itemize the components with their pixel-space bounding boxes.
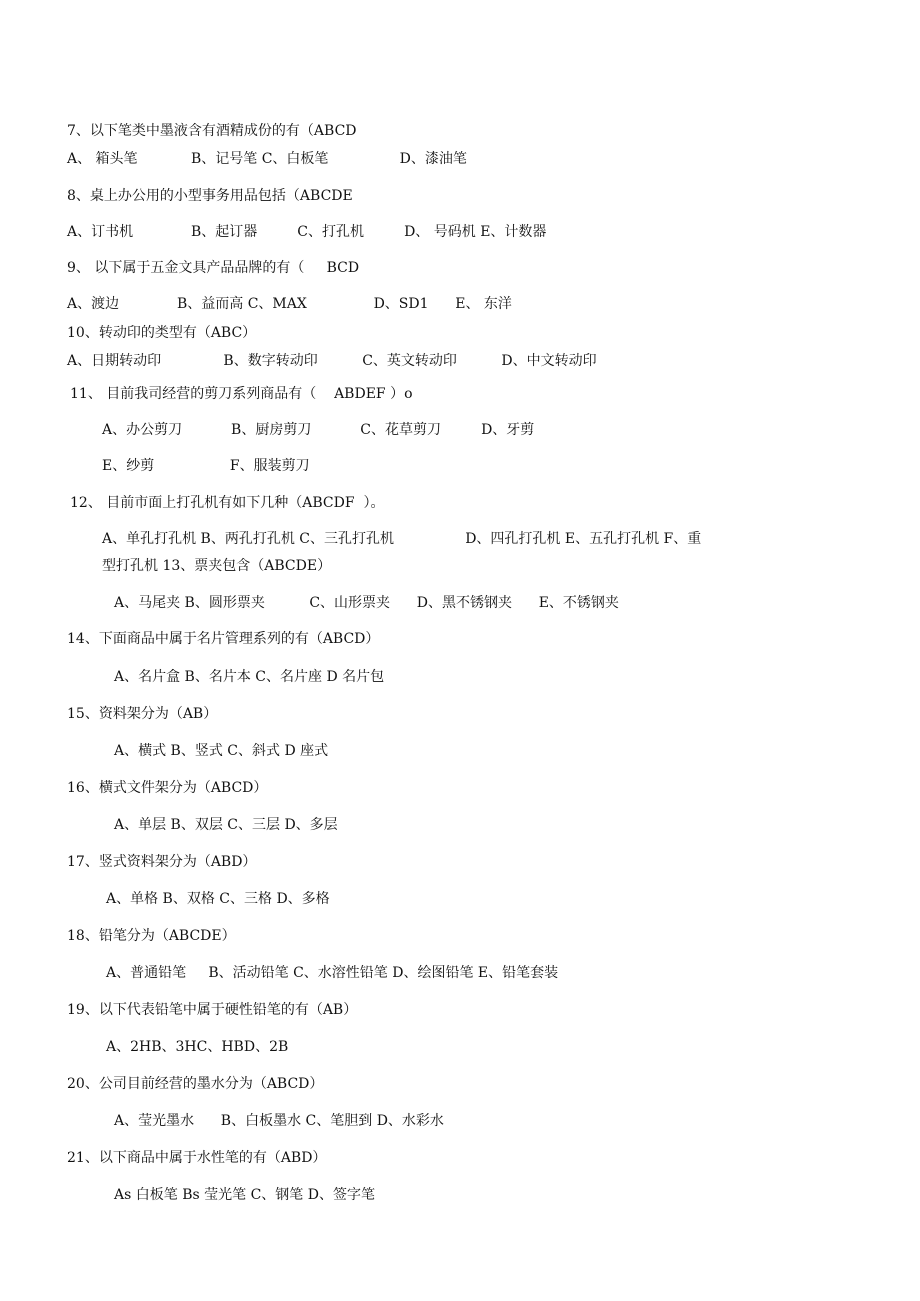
- question-21-options: As 白板笔 Bs 莹光笔 C、钢笔 D、签字笔: [114, 1187, 375, 1203]
- question-20: 20、公司目前经营的墨水分为（ABCD）: [67, 1076, 324, 1092]
- question-14-options: A、名片盒 B、名片本 C、名片座 D 名片包: [114, 669, 385, 685]
- question-7-options: A、 箱头笔 B、记号笔 C、白板笔 D、漆油笔: [67, 151, 467, 167]
- question-9: 9、 以下属于五金文具产品品牌的有（ BCD: [67, 260, 360, 276]
- question-10: 10、转动印的类型有（ABC）: [67, 325, 257, 341]
- question-20-options: A、莹光墨水 B、白板墨水 C、笔胆到 D、水彩水: [114, 1113, 444, 1129]
- question-14: 14、下面商品中属于名片管理系列的有（ABCD）: [67, 631, 380, 647]
- question-21: 21、以下商品中属于水性笔的有（ABD）: [67, 1150, 327, 1166]
- question-9-options: A、渡边 B、益而高 C、MAX D、SD1 E、 东洋: [67, 296, 512, 312]
- question-15-options: A、横式 B、竖式 C、斜式 D 座式: [114, 743, 329, 759]
- question-19: 19、以下代表铅笔中属于硬性铅笔的有（AB）: [67, 1002, 358, 1018]
- question-16: 16、横式文件架分为（ABCD）: [67, 780, 268, 796]
- question-7: 7、以下笔类中墨液含有酒精成份的有（ABCD: [67, 123, 357, 139]
- question-11-options-1: A、办公剪刀 B、厨房剪刀 C、花草剪刀 D、牙剪: [102, 422, 535, 438]
- question-17: 17、竖式资料架分为（ABD）: [67, 854, 257, 870]
- question-12-options-1: A、单孔打孔机 B、两孔打孔机 C、三孔打孔机 D、四孔打孔机 E、五孔打孔机 F、重: [102, 531, 702, 547]
- question-8-options: A、订书机 B、起订器 C、打孔机 D、 号码机 E、计数器: [67, 224, 547, 240]
- question-8: 8、桌上办公用的小型事务用品包括（ABCDE: [67, 188, 353, 204]
- question-18-options: A、普通铅笔 B、活动铅笔 C、水溶性铅笔 D、绘图铅笔 E、铅笔套装: [106, 965, 559, 981]
- question-15: 15、资料架分为（AB）: [67, 706, 218, 722]
- question-11: 11、 目前我司经营的剪刀系列商品有（ ABDEF ）o: [70, 386, 413, 402]
- question-10-options: A、日期转动印 B、数字转动印 C、英文转动印 D、中文转动印: [67, 353, 597, 369]
- question-12-13-line: 型打孔机 13、票夹包含（ABCDE）: [102, 558, 332, 574]
- question-12: 12、 目前市面上打孔机有如下几种（ABCDF ）。: [70, 495, 385, 511]
- question-16-options: A、单层 B、双层 C、三层 D、多层: [114, 817, 338, 833]
- question-18: 18、铅笔分为（ABCDE）: [67, 928, 236, 944]
- question-19-options: A、2HB、3HC、HBD、2B: [106, 1039, 289, 1055]
- question-13-options: A、马尾夹 B、圆形票夹 C、山形票夹 D、黑不锈钢夹 E、不锈钢夹: [114, 595, 619, 611]
- question-17-options: A、单格 B、双格 C、三格 D、多格: [106, 891, 330, 907]
- question-11-options-2: E、纱剪 F、服装剪刀: [102, 458, 310, 474]
